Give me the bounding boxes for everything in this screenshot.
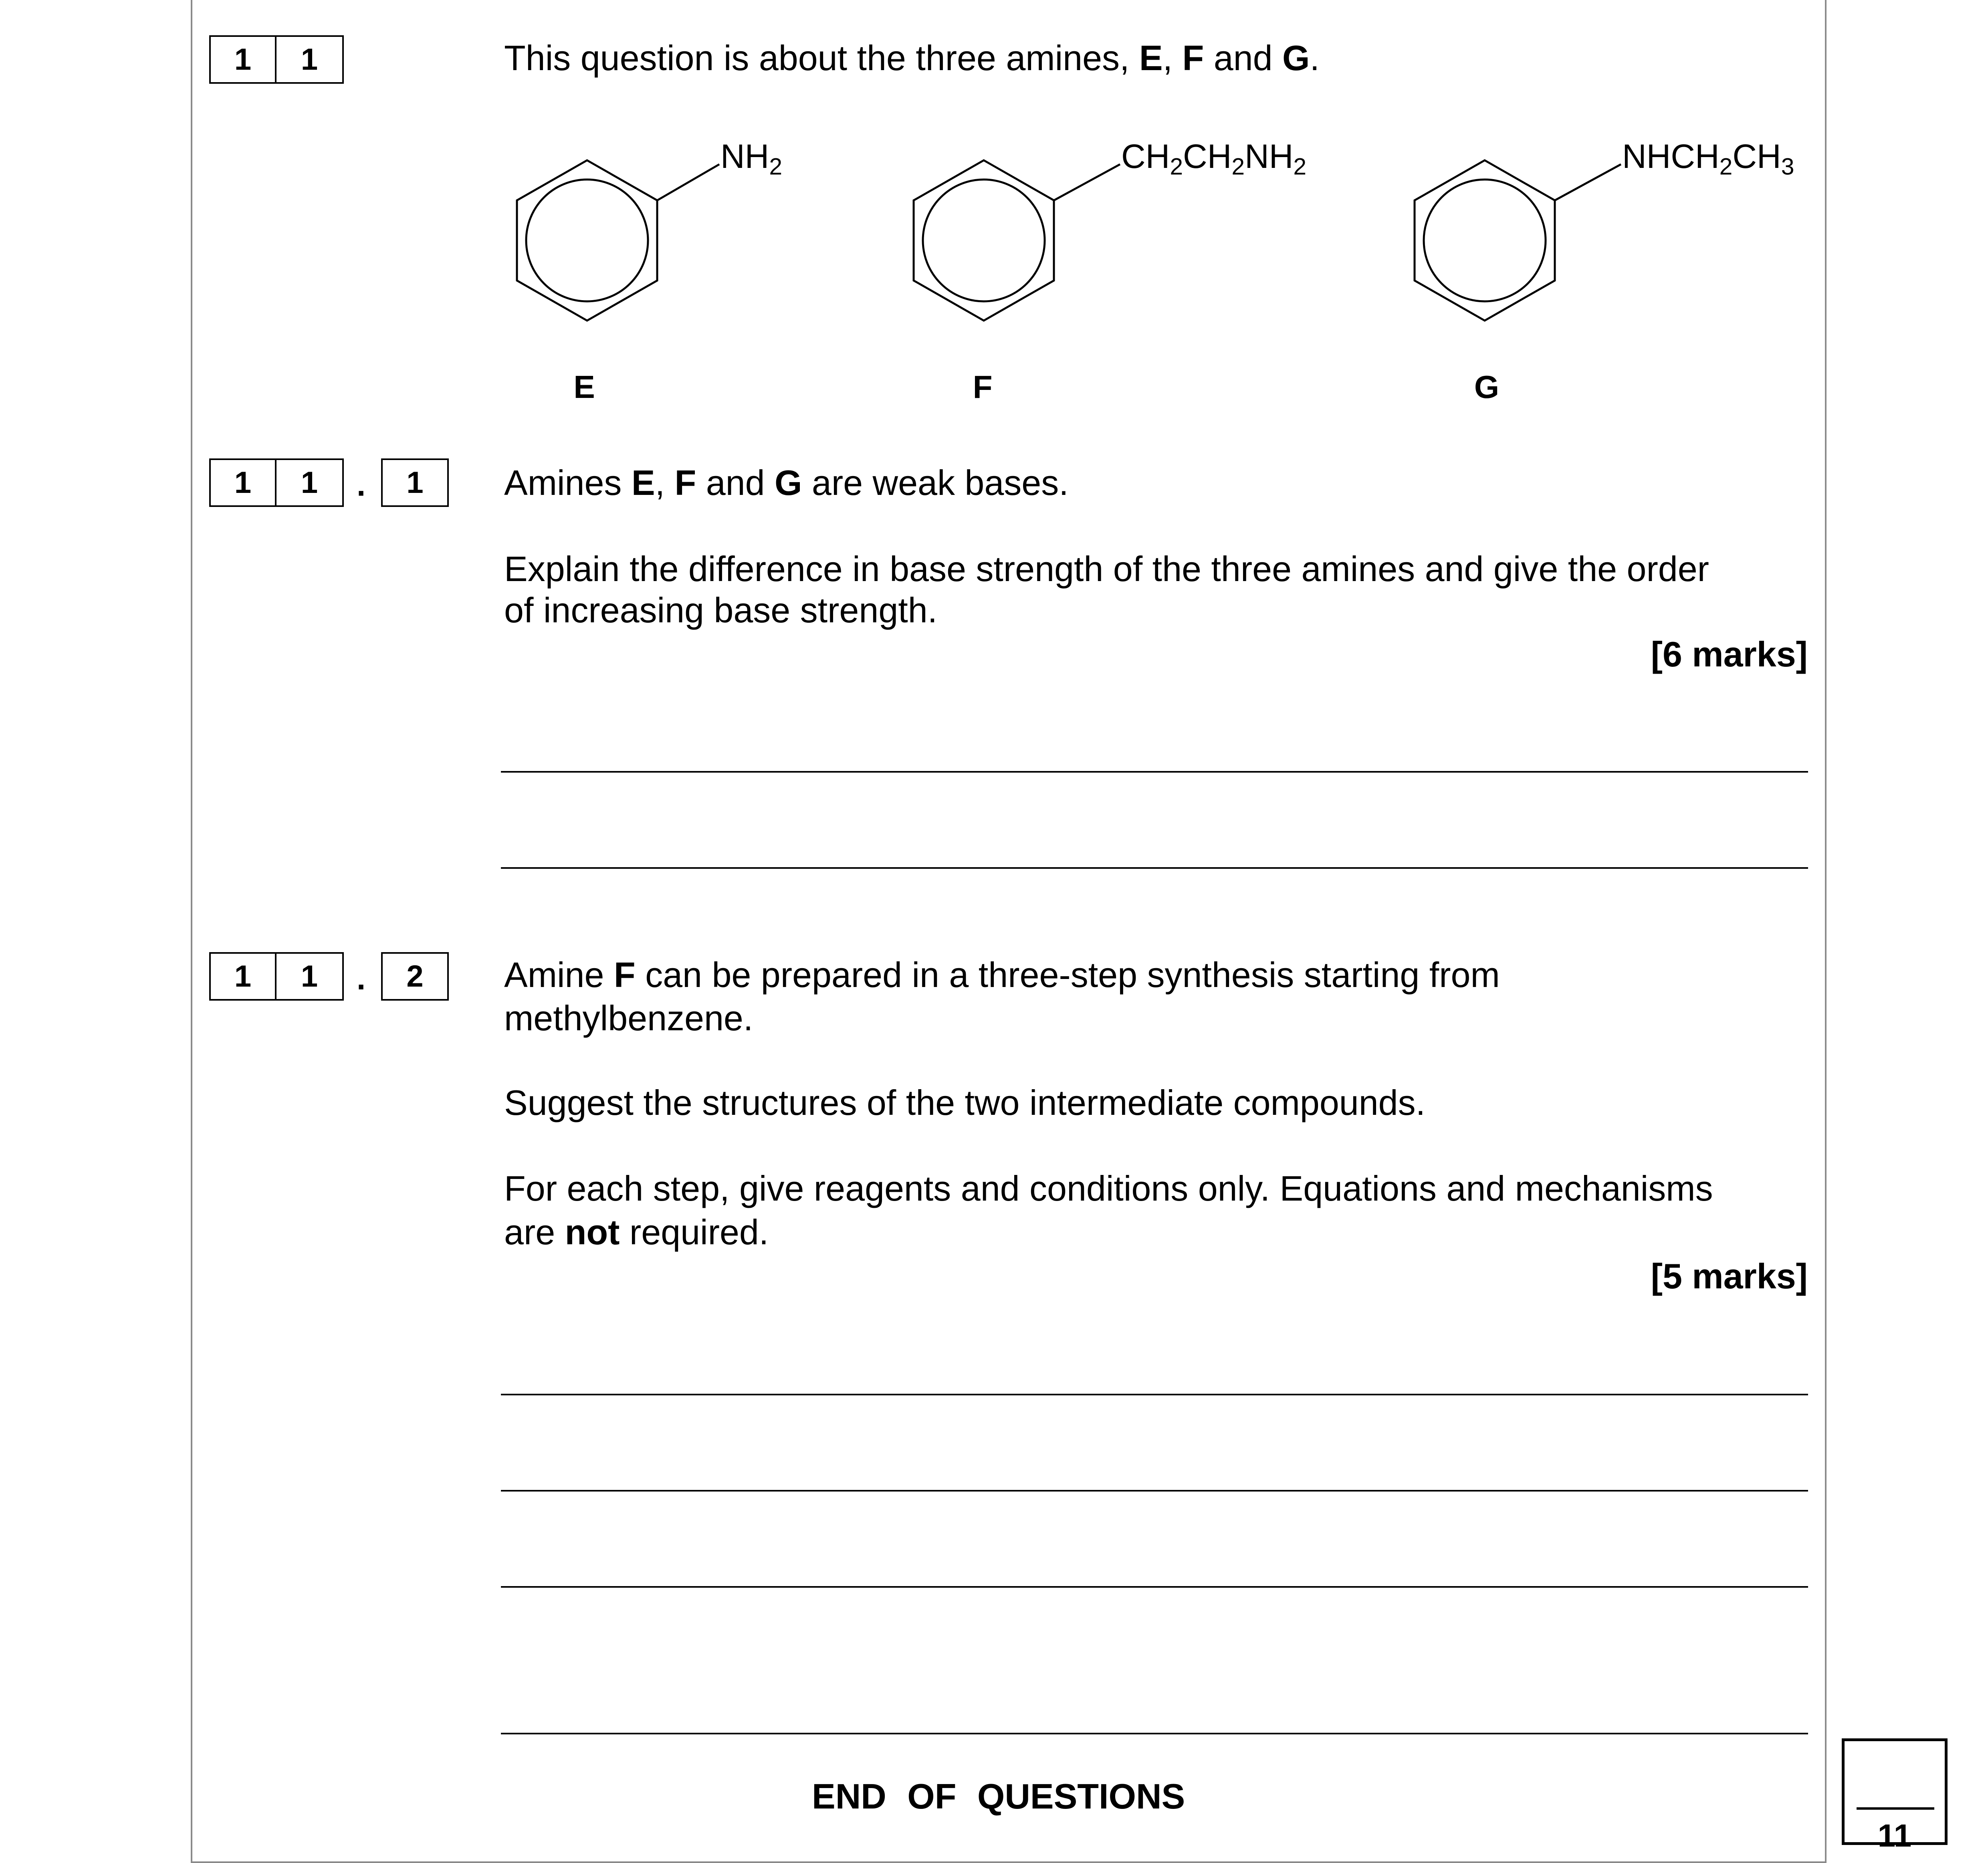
question-11-2-marks: [5 marks] [1651, 1256, 1808, 1296]
question-11-2-line1: Amine F can be prepared in a three-step synthesis starting from [504, 955, 1500, 995]
answer-line [501, 1394, 1808, 1395]
number-dot: . [357, 467, 366, 503]
structure-g-ring [1415, 160, 1621, 321]
structure-g-label: G [1474, 369, 1500, 405]
number-box: 2 [381, 952, 449, 1001]
question-11-1-line3: of increasing base strength. [504, 590, 938, 630]
structure-f-substituent: $CH_2CH_2NH_2$ [1121, 137, 1307, 180]
number-box: 1 [275, 35, 344, 84]
answer-line [501, 771, 1808, 773]
number-dot: . [357, 961, 366, 996]
structure-e-ring [517, 160, 719, 321]
question-11-1-marks: [6 marks] [1651, 634, 1808, 674]
answer-line [501, 1733, 1808, 1734]
answer-line [501, 1490, 1808, 1492]
number-box: 1 [275, 952, 344, 1001]
number-box: 1 [209, 458, 277, 507]
number-box: 1 [381, 458, 449, 507]
answer-line [501, 867, 1808, 869]
question-11-intro: This question is about the three amines, E, F and G. [504, 38, 1320, 78]
structure-f-ring [914, 160, 1120, 321]
structure-f-label: F [973, 369, 993, 405]
question-11-2-line2: methylbenzene. [504, 998, 753, 1038]
structure-g-substituent: $NHCH_2CH_3$ [1622, 137, 1794, 180]
number-box: 1 [209, 35, 277, 84]
structure-e-label: E [573, 369, 595, 405]
question-11-2-line5: are not required. [504, 1212, 769, 1252]
end-of-questions: END OF QUESTIONS [812, 1776, 1185, 1816]
marks-divider [1857, 1807, 1934, 1810]
number-box: 1 [275, 458, 344, 507]
question-11-2-line3: Suggest the structures of the two intermediate compounds. [504, 1083, 1426, 1122]
question-11-2-line4: For each step, give reagents and conditions only. Equations and mechanisms [504, 1169, 1713, 1208]
question-11-1-line1: Amines E, F and G are weak bases. [504, 463, 1069, 503]
structure-e-substituent: $NH_2$ [721, 137, 783, 180]
answer-line [501, 1586, 1808, 1588]
number-box: 1 [209, 952, 277, 1001]
page-total: 11 [1877, 1818, 1912, 1853]
page-marks-box [1842, 1738, 1948, 1853]
question-11-1-line2: Explain the difference in base strength of the three amines and give the order [504, 549, 1709, 589]
